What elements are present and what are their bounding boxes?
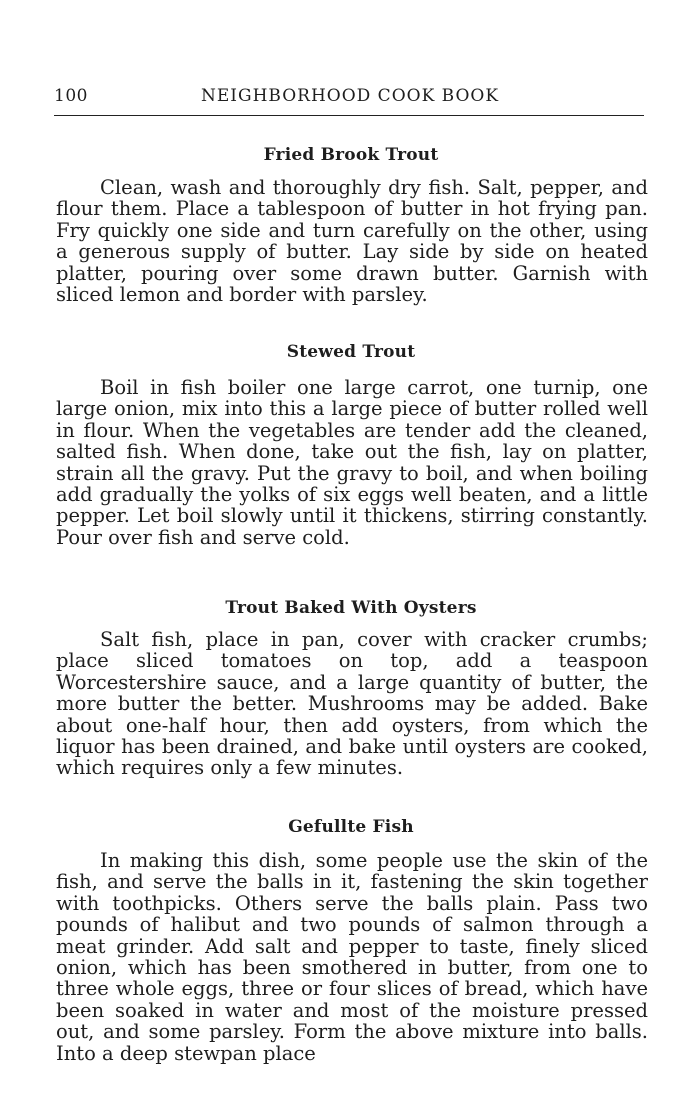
running-head — [54, 86, 640, 112]
book-title: NEIGHBORHOOD COOK BOOK — [201, 86, 500, 106]
recipe-title-trout-baked-with-oysters: Trout Baked With Oysters — [225, 598, 477, 618]
recipe-body-fried-brook-trout: Clean, wash and thoroughly dry fish. Salt, pepper, and flour them. Place a tablespoon of butter in hot frying pan. Fry quickly one side and turn carefully on the other, using a generous supply of butter. Lay side by side on heated platter, pouring over some drawn butter. Garnish with sliced lemon and border with parsley. — [56, 176, 648, 307]
header-rule — [54, 115, 644, 116]
page-number: 100 — [54, 86, 88, 106]
recipe-title-fried-brook-trout: Fried Brook Trout — [263, 145, 439, 165]
recipe-body-stewed-trout: Boil in fish boiler one large carrot, one turnip, one large onion, mix into this a large piece of butter rolled well in flour. When the vegetables are tender add the cleaned, salted fish. When done, take out the fish, lay on platter, strain all the gravy. Put the gravy to boil, and when boiling add gradually the yolks of six eggs well beaten, and a little pepper. Let boil slowly until it thickens, stirring constantly. Pour over fish and serve cold. — [56, 376, 648, 549]
recipe-title-stewed-trout: Stewed Trout — [286, 342, 416, 362]
recipe-body-trout-baked-with-oysters: Salt fish, place in pan, cover with cracker crumbs; place sliced tomatoes on top, add a teaspoon Worcestershire sauce, and a large quantity of butter, the more butter the better. Mushrooms may be added. Bake about one-half hour, then add oysters, from which the liquor has been drained, and bake until oysters are cooked, which requires only a few minutes. — [56, 628, 648, 780]
recipe-body-gefullte-fish: In making this dish, some people use the skin of the fish, and serve the balls in it, fastening the skin together with toothpicks. Others serve the balls plain. Pass two pounds of halibut and two pounds of salmon through a meat grinder. Add salt and pepper to taste, finely sliced onion, which has been smothered in butter, from one to three whole eggs, three or four slices of bread, which have been soaked in water and most of the moisture pressed out, and some parsley. Form the above mixture into balls. Into a deep stewpan place — [56, 849, 648, 1065]
recipe-title-gefullte-fish: Gefullte Fish — [288, 817, 414, 837]
